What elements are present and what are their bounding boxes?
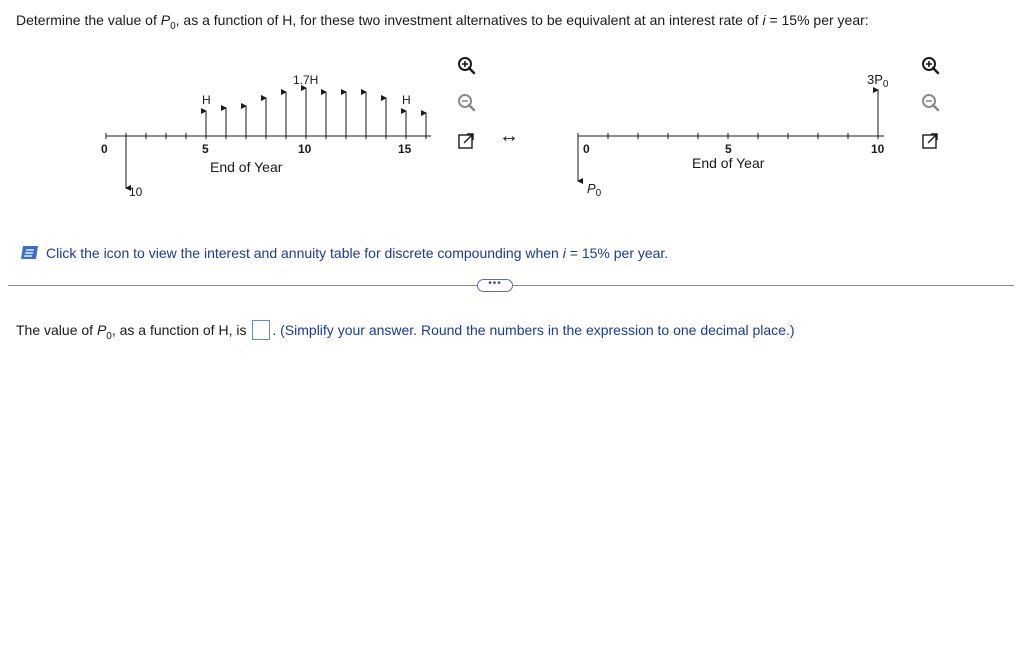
right-cash-flow-diagram <box>578 72 889 199</box>
right-zero-label: 0 <box>583 142 590 156</box>
left-tick-10: 10 <box>298 142 312 156</box>
interest-table-link[interactable] <box>20 245 668 263</box>
zoom-in-icon <box>455 55 477 77</box>
left-outflow-label: 10 <box>129 185 143 199</box>
zoom-in-icon <box>919 55 941 77</box>
top-label-var: 3P <box>867 72 883 87</box>
right-p0-label <box>587 181 602 199</box>
right-top-label <box>867 72 889 90</box>
answer-hint: . (Simplify your answer. Round the numbers in the expression to one decimal place.) <box>272 322 795 338</box>
zoom-out-icon <box>455 92 477 114</box>
question-text: Determine the value of $P_0$, as a function of H, for these two investment alternatives to be equivalent at an interest rate of i = 15% per year: <box>16 12 869 32</box>
zoom-out-icon <box>919 92 941 114</box>
popout-icon <box>455 130 477 152</box>
answer-line: The value of $P_0$, as a function of H, is . (Simplify your answer. Round the numbers in the expression to one decimal place.) <box>16 322 795 342</box>
p0-var: P <box>587 181 596 196</box>
left-h-end-label: H <box>402 93 411 107</box>
p0-sub: 0 <box>595 188 602 199</box>
left-axis-title: End of Year <box>210 159 283 175</box>
zoom-in-button-right[interactable] <box>919 55 941 77</box>
left-tick-15: 15 <box>398 142 412 156</box>
left-zero-label: 0 <box>101 142 108 156</box>
left-cash-flow-diagram <box>101 73 431 199</box>
table-link-rate: = 15% per year. <box>565 245 669 261</box>
left-peak-label: 1.7H <box>293 73 319 87</box>
right-tick-10: 10 <box>871 142 885 156</box>
table-link-var: i <box>562 245 566 261</box>
zoom-out-button-right[interactable] <box>919 92 941 114</box>
zoom-in-button-left[interactable] <box>455 55 477 77</box>
left-tick-5: 5 <box>202 142 209 156</box>
right-tick-5: 5 <box>725 142 732 156</box>
cash-flow-diagrams <box>0 0 1024 240</box>
top-label-sub: 0 <box>882 79 889 90</box>
equivalence-arrow: ↔ <box>499 125 519 147</box>
right-axis-title: End of Year <box>692 155 765 171</box>
left-h-start-label: H <box>202 93 211 107</box>
popout-icon <box>919 130 941 152</box>
zoom-out-button-left[interactable] <box>455 92 477 114</box>
book-icon[interactable] <box>20 245 40 263</box>
popout-button-left[interactable] <box>455 130 477 152</box>
popout-button-right[interactable] <box>919 130 941 152</box>
table-link-text[interactable]: Click the icon to view the interest and annuity table for discrete compounding when <box>46 245 563 261</box>
expand-more-button[interactable]: ••• <box>477 279 513 292</box>
answer-input[interactable] <box>252 320 270 340</box>
